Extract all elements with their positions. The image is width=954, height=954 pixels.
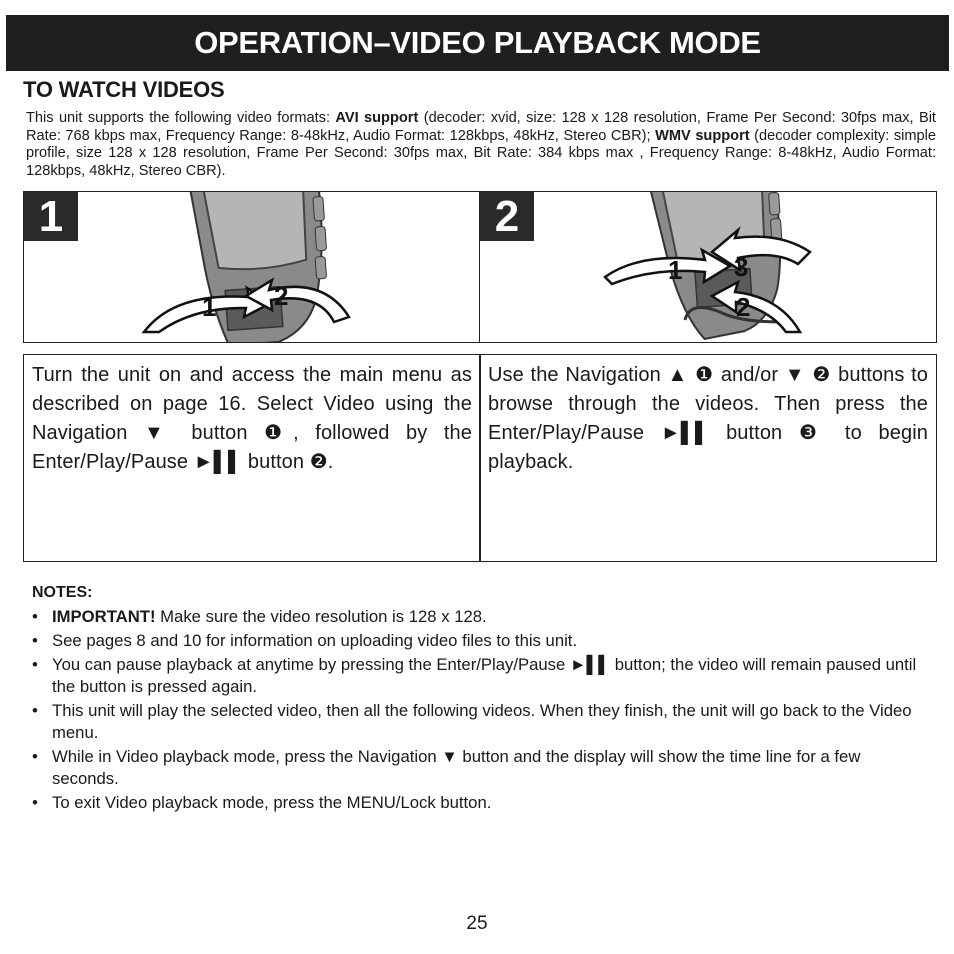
list-item: • While in Video playback mode, press the Navigation ▼ button and the display will show the time line for a few seconds. <box>30 746 930 790</box>
list-item <box>30 606 930 628</box>
step-1-instructions <box>23 354 481 562</box>
important-label: IMPORTANT! <box>52 607 156 626</box>
step-1-text: Turn the unit on and access the main menu as described on page 16. Select Video using the Navigation ▼ button ❶, followed by the Enter/Play/Pause ►▌▌ button ❷. <box>32 364 472 473</box>
intro-paragraph <box>26 110 936 180</box>
intro-text-1: This unit supports the following video formats: <box>26 110 336 126</box>
arrow-label-1: 1 <box>668 255 683 285</box>
step-1-badge: 1 <box>24 192 78 241</box>
page-number: 25 <box>466 913 488 934</box>
arrow-label-1: 1 <box>202 292 217 322</box>
list-item: • This unit will play the selected video, then all the following videos. When they finish, the unit will go back to the Video menu. <box>30 700 930 744</box>
header-bar <box>6 15 949 71</box>
step-2-badge: 2 <box>480 192 534 241</box>
intro-text-3: (decoder complexity: simple profile, size 128 x 128 resolution, Frame Per Second: 30fps max, Bit Rate: 384 kbps max , Frequency Range: 8-48kHz, Audio Format: 128kbps, 48kHz, Stereo CBR). <box>26 127 936 179</box>
arrow-label-3: 3 <box>734 252 749 282</box>
notes-title: NOTES: <box>32 584 93 601</box>
notes-list <box>30 606 930 816</box>
important-text: Make sure the video resolution is 128 x 128. <box>155 607 487 626</box>
player-device-illustration <box>480 192 937 343</box>
intro-text-2: (decoder: xvid, size: 128 x 128 resolution, Frame Per Second: 30fps max, Bit Rate: 768 kbps max, Frequency Range: 8-48kHz, Audio Format: 128kbps, 48kHz, Stereo CBR); <box>26 110 936 144</box>
list-item: • See pages 8 and 10 for information on uploading video files to this unit. <box>30 630 930 652</box>
step-2-figure <box>479 191 937 343</box>
step-1-figure <box>23 191 481 343</box>
arrow-label-2: 2 <box>274 281 289 311</box>
list-item: • You can pause playback at anytime by pressing the Enter/Play/Pause ►▌▌ button; the video will remain paused until the button is pressed again. <box>30 654 930 698</box>
list-item: • To exit Video playback mode, press the MENU/Lock button. <box>30 792 930 814</box>
section-title: TO WATCH VIDEOS <box>23 77 225 102</box>
wmv-support-label: WMV support <box>655 127 750 144</box>
page-title: OPERATION–VIDEO PLAYBACK MODE <box>194 25 761 60</box>
step-2-text: Use the Navigation ▲ ❶ and/or ▼ ❷ buttons to browse through the videos. Then press the Enter/Play/Pause ►▌▌ button ❸ to begin playback. <box>488 364 928 473</box>
step-2-instructions <box>479 354 937 562</box>
avi-support-label: AVI support <box>335 110 419 126</box>
player-device-illustration <box>24 192 481 343</box>
arrow-label-2: 2 <box>736 292 751 322</box>
